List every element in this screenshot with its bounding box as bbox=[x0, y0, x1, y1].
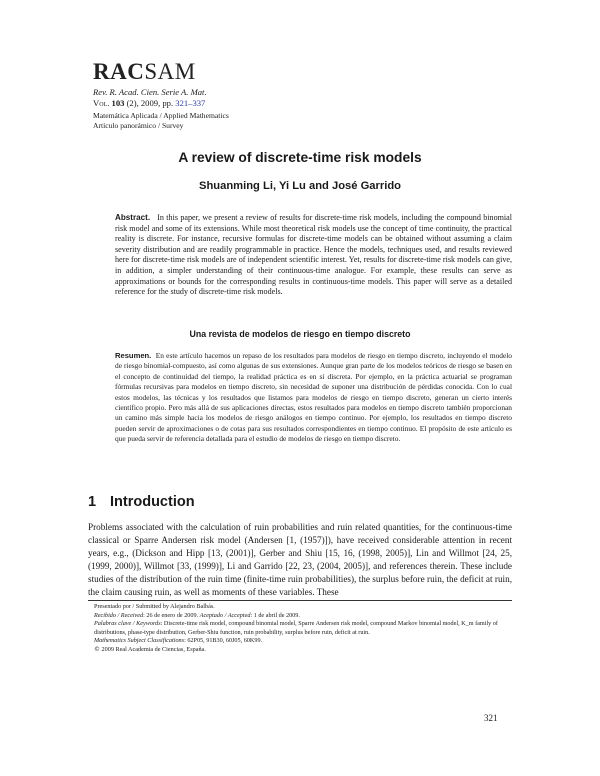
paper-title: A review of discrete-time risk models bbox=[178, 150, 422, 165]
dates-note: Recibido / Received: 26 de enero de 2009. Aceptado / Accepted: 1 de abril de 2009. bbox=[94, 611, 300, 619]
journal-name: Rev. R. Acad. Cien. Serie A. Mat. bbox=[93, 87, 207, 97]
keywords-note: Palabras clave / Keywords: Discrete-time risk model, compound binomial model, Sparre Andersen risk model, compound Markov binomial model, K_m family of distributions, phase-type distribution, Gerber-Shiu function, ruin probability, surplus before ruin, deficit at ruin. bbox=[94, 620, 498, 636]
abstract-label: Abstract. bbox=[115, 213, 151, 222]
section-number: 1 bbox=[88, 494, 97, 510]
abstract bbox=[115, 213, 512, 298]
journal-logo: RACSAM bbox=[93, 59, 196, 84]
spanish-title: Una revista de modelos de riesgo en tiempo discreto bbox=[189, 329, 411, 339]
category-line: Matemática Aplicada / Applied Mathematics bbox=[93, 111, 229, 120]
section-heading bbox=[88, 494, 195, 510]
volume-line: Vol. 103 (2), 2009, pp. 321–337 bbox=[93, 98, 206, 108]
msc-note: Mathematics Subject Classifications: 62P05, 91B30, 60J05, 60K99. bbox=[94, 637, 263, 645]
pages-link[interactable]: 321–337 bbox=[175, 98, 206, 108]
abstract-text: In this paper, we present a review of results for discrete-time risk models, including the compound binomial risk model and some of its extensions. While most theoretical risk models use the concept of time continuity, the practical reality is discrete. For instance, recursive formulas for discrete-time models can be obtained without assuming a claim severity distribution and are readily programmable in practice. Hence the models, techniques used, and results reviewed here for discrete-time risk models are of independent scientific interest. Yet, results for discrete-time risk models can give, in addition, a simpler understanding of their continuous-time analogue. For example, these results can serve as approximations or bounds for the corresponding results in continuous-time models. This paper will serve as a detailed reference for the study of discrete-time risk models. bbox=[115, 213, 512, 297]
resumen-label: Resumen. bbox=[115, 351, 152, 360]
footnotes bbox=[88, 603, 512, 655]
resumen bbox=[115, 351, 512, 445]
page-number: 321 bbox=[484, 713, 498, 723]
copyright-note: © 2009 Real Academia de Ciencias, España. bbox=[94, 645, 206, 653]
submitted-note: Presentado por / Submitted by Alejandro Balbás. bbox=[94, 603, 215, 610]
paper-authors: Shuanming Li, Yi Lu and José Garrido bbox=[198, 180, 402, 192]
copyright-icon: © bbox=[94, 645, 100, 653]
footnote-rule bbox=[88, 600, 512, 601]
article-type-line: Artículo panorámico / Survey bbox=[93, 121, 184, 130]
journal-citation bbox=[93, 87, 207, 109]
resumen-text: En este artículo hacemos un repaso de los resultados para modelos de riesgo en tiempo discreto, incluyendo el modelo de riesgo binomial-compuesto, así como algunas de sus extensiones. Aunque gran parte de los modelos teóricos de riesgo se basen en el concepto de continuidad del tiempo, la realidad práctica es en sí discreta. Por ejemplo, en la práctica actuarial se programan fórmulas recursivas para modelos en tiempo discreto, sin necesidad de suponer una distribución de pérdidas conocida. Con lo cual estos modelos, las técnicas y los resultados que listamos para modelos de riesgo en tiempo discreto, generan un cierto interés científico propio. Pero más allá de sus aplicaciones directas, estos resultados para modelos en tiempo discreto también proporcionan un camino más simple hacia los modelos de riesgo análogos en tiempo continuo. Por ejemplo, los resultados en tiempo discreto pueden servir de aproximaciones o de cotas para sus resultados correspondientes en tiempo continuo. El propósito de este artículo es que pueda servir de referencia detallada para el estudio de modelos de riesgo en tiempo discreto. bbox=[115, 351, 512, 444]
introduction-paragraph: Problems associated with the calculation of ruin probabilities and ruin related quantities, for the continuous-time classical or Sparre Andersen risk model (Andersen [1, (1957)]), have received considerable attention in recent years, e.g., (Dickson and Hipp [13, (2001)], Gerber and Shiu [15, 16, (1998, 2005)], Lin and Willmot [24, 25, (1999, 2000)], Willmot [33, (1999)], Li and Garrido [22, 23, (2004, 2005)], and references therein. These include studies of the distribution of the ruin time (finite-time ruin probabilities), the surplus before ruin, the deficit at ruin, the claim causing ruin, as well as moments of these variables. These bbox=[88, 522, 512, 597]
section-title: Introduction bbox=[110, 494, 195, 510]
